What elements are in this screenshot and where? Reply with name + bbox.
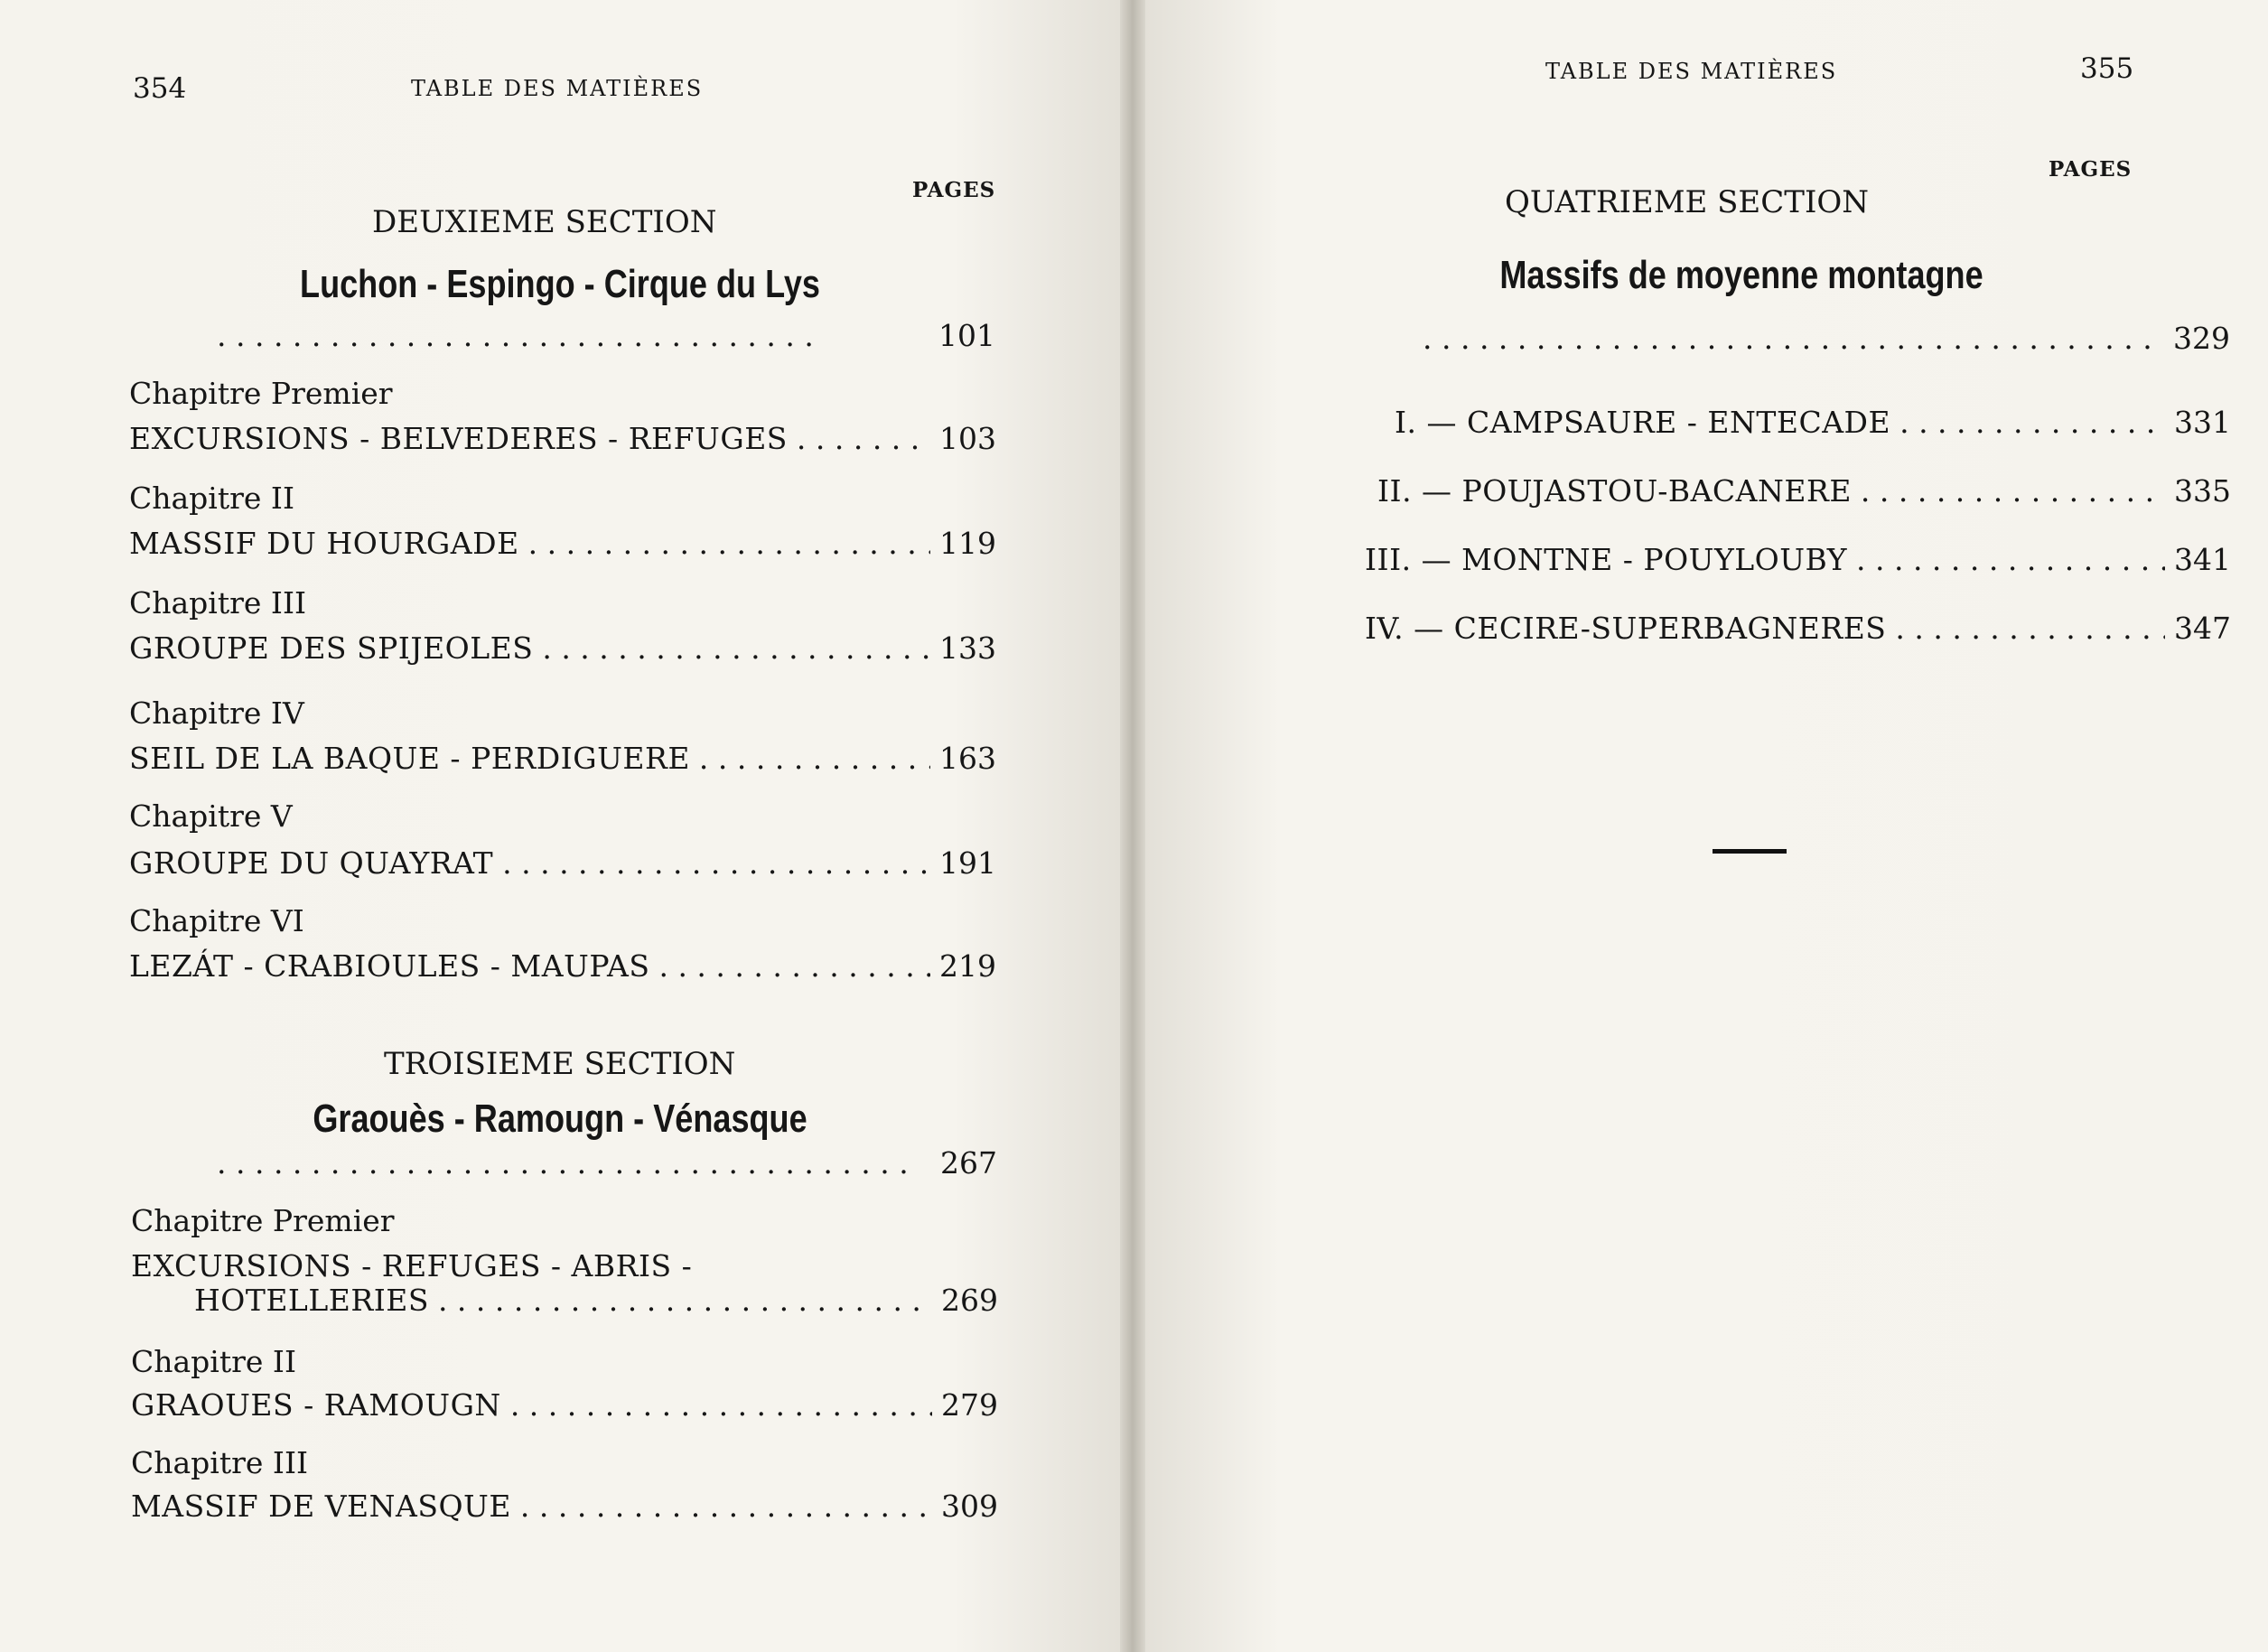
toc-row bbox=[129, 630, 996, 666]
chapter-label: Chapitre II bbox=[129, 481, 294, 516]
leader-dots bbox=[528, 526, 930, 561]
leader-dots bbox=[1895, 611, 2165, 646]
page-ref: 335 bbox=[2174, 473, 2231, 509]
chapter-label: Chapitre VI bbox=[129, 903, 304, 938]
chapter-label: Chapitre V bbox=[129, 798, 293, 834]
toc-entry: MASSIF DU HOURGADE bbox=[129, 526, 519, 561]
leader-dots bbox=[1899, 405, 2165, 440]
toc-row bbox=[1377, 473, 2231, 509]
leader-dots bbox=[1856, 542, 2165, 577]
page-ref: 219 bbox=[939, 948, 996, 984]
leader-dots bbox=[217, 1145, 912, 1181]
toc-row bbox=[131, 1387, 998, 1423]
leader-dots bbox=[797, 421, 930, 456]
leader-dots bbox=[520, 1489, 932, 1524]
page-ref: 191 bbox=[939, 845, 996, 881]
toc-row bbox=[131, 1489, 998, 1524]
toc-entry: SEIL DE LA BAQUE - PERDIGUERE bbox=[129, 741, 690, 776]
toc-entry: EXCURSIONS - REFUGES - ABRIS - bbox=[131, 1248, 693, 1283]
end-rule bbox=[1713, 849, 1787, 854]
leader-dots bbox=[658, 948, 930, 984]
page-number: 354 bbox=[133, 72, 187, 105]
toc-row bbox=[1365, 542, 2231, 577]
section-title: Graouès - Ramougn - Vénasque bbox=[313, 1097, 807, 1141]
toc-entry: MASSIF DE VENASQUE bbox=[131, 1489, 511, 1524]
page-ref: 103 bbox=[939, 421, 996, 456]
chapter-label: Chapitre III bbox=[129, 585, 307, 621]
toc-row bbox=[194, 1283, 998, 1318]
page-number: 355 bbox=[2080, 52, 2134, 85]
right-page bbox=[1145, 0, 2268, 1652]
page-ref: 267 bbox=[940, 1145, 997, 1181]
toc-entry: IV. — CECIRE-SUPERBAGNERES bbox=[1365, 611, 1887, 646]
section-heading: DEUXIEME SECTION bbox=[372, 204, 717, 240]
chapter-label: Chapitre Premier bbox=[131, 1203, 395, 1238]
leader-dots bbox=[542, 630, 930, 666]
toc-row bbox=[129, 948, 996, 984]
section-heading: QUATRIEME SECTION bbox=[1505, 184, 1870, 220]
leader-dots bbox=[699, 741, 930, 776]
toc-row bbox=[129, 741, 996, 776]
page-ref: 309 bbox=[941, 1489, 998, 1524]
toc-entry-continued: HOTELLERIES bbox=[194, 1283, 429, 1318]
chapter-label: Chapitre IV bbox=[129, 695, 304, 731]
toc-entry: III. — MONTNE - POUYLOUBY bbox=[1365, 542, 1847, 577]
toc-row bbox=[217, 1145, 997, 1181]
book-gutter bbox=[1120, 0, 1145, 1652]
toc-row bbox=[129, 845, 996, 881]
leader-dots bbox=[502, 845, 930, 881]
toc-row bbox=[1395, 405, 2231, 440]
leader-dots bbox=[1861, 473, 2165, 509]
running-head: TABLE DES MATIÈRES bbox=[1545, 59, 1838, 84]
section-title: Luchon - Espingo - Cirque du Lys bbox=[300, 262, 820, 306]
toc-entry: GROUPE DU QUAYRAT bbox=[129, 845, 494, 881]
leader-dots bbox=[438, 1283, 932, 1318]
page-ref: 347 bbox=[2174, 611, 2231, 646]
page-ref: 163 bbox=[939, 741, 996, 776]
page-ref: 331 bbox=[2174, 405, 2231, 440]
section-title: Massifs de moyenne montagne bbox=[1499, 253, 1983, 297]
page-ref: 101 bbox=[938, 318, 995, 353]
toc-entry: I. — CAMPSAURE - ENTECADE bbox=[1395, 405, 1891, 440]
toc-entry: LEZÁT - CRABIOULES - MAUPAS bbox=[129, 948, 650, 984]
page-ref: 279 bbox=[941, 1387, 998, 1423]
toc-row bbox=[129, 526, 996, 561]
page-ref: 329 bbox=[2173, 321, 2230, 356]
toc-entry: GRAOUES - RAMOUGN bbox=[131, 1387, 501, 1423]
page-ref: 341 bbox=[2174, 542, 2231, 577]
pages-label: PAGES bbox=[2049, 157, 2133, 182]
section-heading: TROISIEME SECTION bbox=[384, 1046, 736, 1082]
page-ref: 269 bbox=[941, 1283, 998, 1318]
chapter-label: Chapitre Premier bbox=[129, 376, 393, 411]
toc-entry: GROUPE DES SPIJEOLES bbox=[129, 630, 534, 666]
toc-entry: II. — POUJASTOU-BACANERE bbox=[1377, 473, 1852, 509]
leader-dots bbox=[510, 1387, 932, 1423]
toc-row bbox=[129, 421, 996, 456]
chapter-label: Chapitre II bbox=[131, 1344, 296, 1379]
page-ref: 119 bbox=[939, 526, 996, 561]
leader-dots bbox=[1423, 321, 2164, 356]
toc-row bbox=[1365, 611, 2231, 646]
toc-row bbox=[1423, 321, 2230, 356]
toc-row bbox=[217, 318, 995, 353]
pages-label: PAGES bbox=[912, 178, 996, 202]
leader-dots bbox=[217, 318, 822, 353]
running-head: TABLE DES MATIÈRES bbox=[411, 76, 704, 101]
page-ref: 133 bbox=[939, 630, 996, 666]
chapter-label: Chapitre III bbox=[131, 1445, 309, 1480]
toc-entry: EXCURSIONS - BELVEDERES - REFUGES bbox=[129, 421, 788, 456]
left-page bbox=[0, 0, 1120, 1652]
